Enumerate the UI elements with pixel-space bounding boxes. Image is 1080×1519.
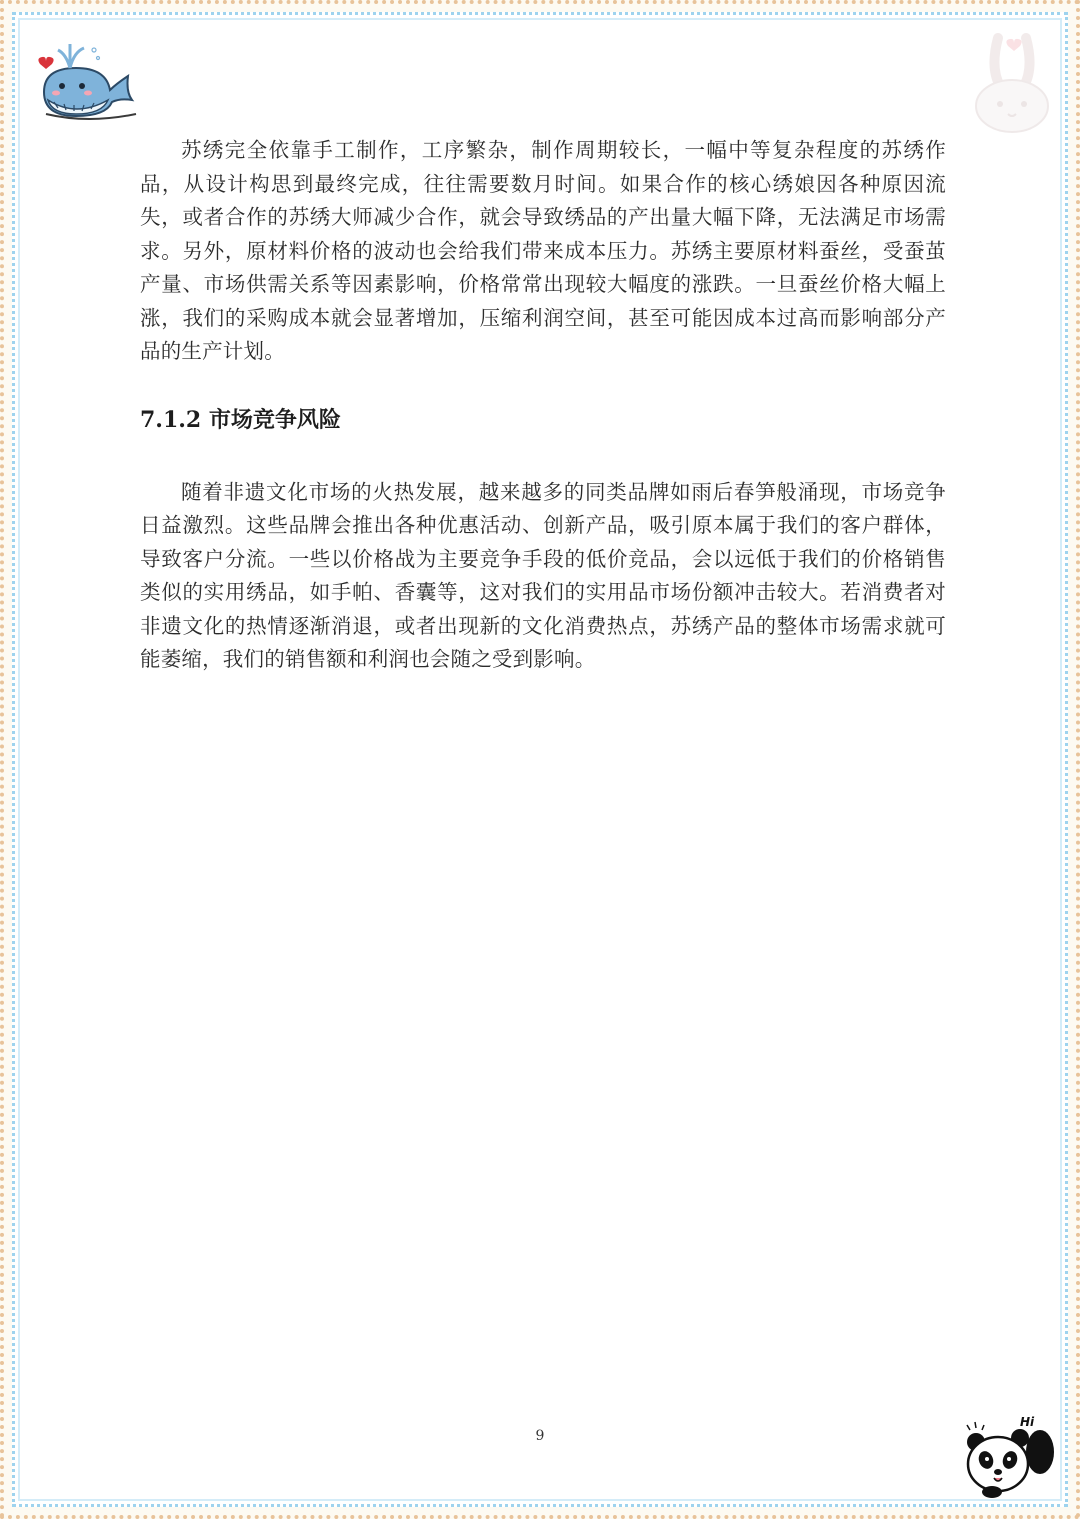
panda-greeting: Hi	[1020, 1415, 1035, 1429]
whale-icon	[36, 40, 140, 126]
section-heading: 7.1.2 市场竞争风险	[140, 406, 341, 433]
bunny-icon	[968, 28, 1058, 138]
paragraph-supply-risk: 苏绣完全依靠手工制作，工序繁杂，制作周期较长，一幅中等复杂程度的苏绣作品，从设计构思到最终完成，往往需要数月时间。如果合作的核心绣娘因各种原因流失，或者合作的苏绣大师减少合作，就会导致绣品的产出量大幅下降，无法满足市场需求。另外，原材料价格的波动也会给我们带来成本压力。苏绣主要原材料蚕丝，受蚕茧产量、市场供需关系等因素影响，价格常常出现较大幅度的涨跌。一旦蚕丝价格大幅上涨，我们的采购成本就会显著增加，压缩利润空间，甚至可能因成本过高而影响部分产品的生产计划。	[140, 138, 946, 363]
document-body	[140, 134, 946, 677]
paragraph-market-competition: 随着非遗文化市场的火热发展，越来越多的同类品牌如雨后春笋般涌现，市场竞争日益激烈。这些品牌会推出各种优惠活动、创新产品，吸引原本属于我们的客户群体，导致客户分流。一些以价格战为主要竞争手段的低价竞品，会以远低于我们的价格销售类似的实用绣品，如手帕、香囊等，这对我们的实用品市场份额冲击较大。若消费者对非遗文化的热情逐渐消退，或者出现新的文化消费热点，苏绣产品的整体市场需求就可能萎缩，我们的销售额和利润也会随之受到影响。	[140, 479, 946, 671]
panda-icon	[962, 1408, 1058, 1500]
page-number: 9	[535, 1428, 545, 1444]
